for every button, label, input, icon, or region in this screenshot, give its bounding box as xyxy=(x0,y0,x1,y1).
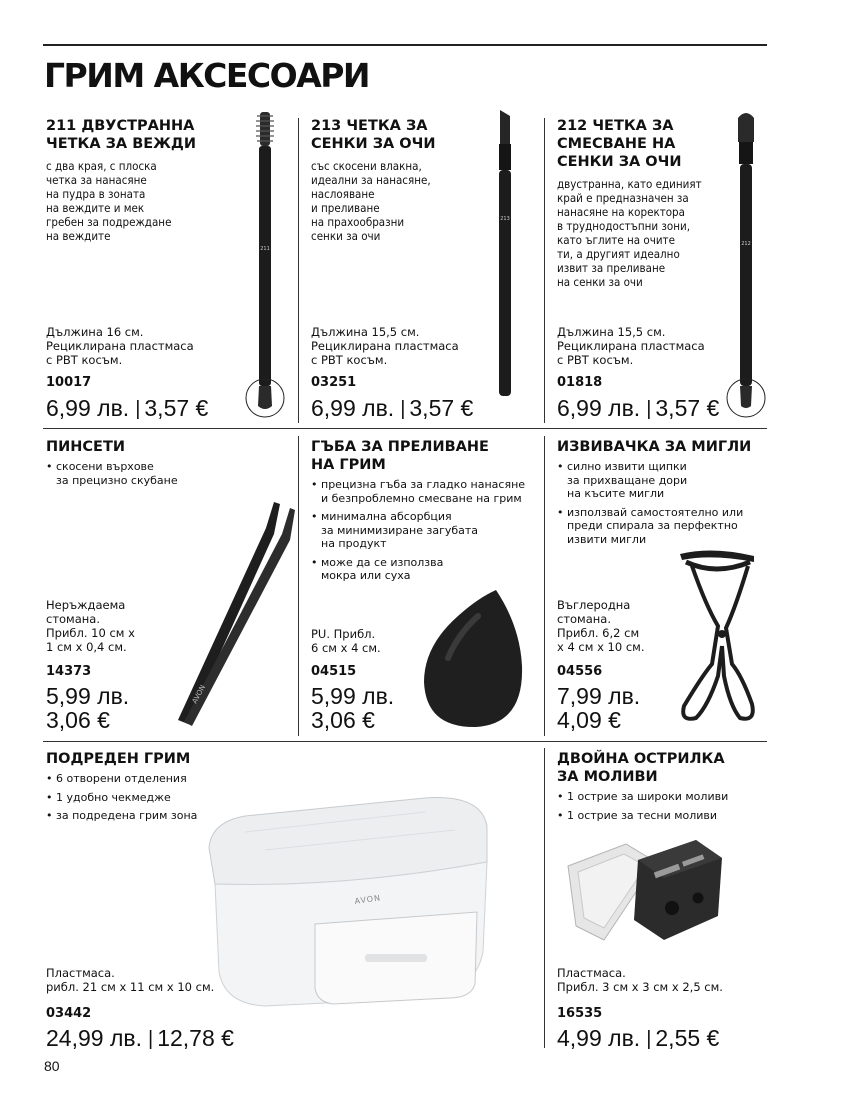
brush-spoolie-head xyxy=(256,112,274,146)
product-price xyxy=(46,396,208,422)
pencil-sharpener-image xyxy=(564,836,734,946)
product-spec: Въглеродна стомана. Прибл. 6,2 см х 4 см х 10 см. xyxy=(557,598,645,654)
price-bgn: 6,99 лв. xyxy=(311,395,395,421)
product-title: ГЪБА ЗА ПРЕЛИВАНЕ НА ГРИМ xyxy=(311,439,489,473)
brand-logo: AVON xyxy=(354,893,382,906)
sponge-body xyxy=(424,590,522,727)
price-separator: | xyxy=(646,1028,652,1050)
feature-item: • 6 отворени отделения xyxy=(46,772,526,786)
brand-logo: AVON xyxy=(190,683,208,705)
price-eur: 3,57 € xyxy=(655,395,720,421)
curler-hinge xyxy=(718,630,726,638)
product-title: 213 ЧЕТКА ЗА СЕНКИ ЗА ОЧИ xyxy=(311,118,436,152)
page-title: ГРИМ АКСЕСОАРИ xyxy=(44,56,370,95)
product-code: 03442 xyxy=(46,1006,92,1021)
product-spec: Дължина 16 см. Рециклирана пластмаса с PBT косъм. xyxy=(46,325,194,367)
product-title: 211 ДВУСТРАННА ЧЕТКА ЗА ВЕЖДИ xyxy=(46,118,196,152)
tweezers-image xyxy=(170,498,300,728)
makeup-organizer-image xyxy=(205,792,495,1014)
feature-list xyxy=(311,478,543,583)
product-card-sharpener xyxy=(557,750,767,827)
blending-brush-image xyxy=(724,110,768,420)
top-rule xyxy=(43,44,767,46)
product-price-eur: 3,06 € xyxy=(311,707,375,733)
product-card-tweezers xyxy=(46,438,291,492)
product-spec: Дължина 15,5 см. Рециклирана пластмаса с PBT косъм. xyxy=(557,325,705,367)
price-separator: | xyxy=(646,398,652,420)
brush-handle xyxy=(499,170,511,396)
curler-top-frame xyxy=(680,550,754,562)
price-eur: 3,57 € xyxy=(409,395,474,421)
product-spec: PU. Прибл. 6 см х 4 см. xyxy=(311,627,381,655)
feature-item: • може да се използва мокра или суха xyxy=(311,556,543,583)
product-code: 10017 xyxy=(46,375,92,390)
product-code: 16535 xyxy=(557,1006,603,1021)
product-price-eur: 3,06 € xyxy=(46,707,110,733)
price-eur: 3,57 € xyxy=(144,395,209,421)
product-title: ИЗВИВАЧКА ЗА МИГЛИ xyxy=(557,439,752,455)
price-eur: 2,55 € xyxy=(655,1025,720,1051)
feature-list xyxy=(557,460,767,546)
price-eur: 12,78 € xyxy=(157,1025,234,1051)
product-title: 212 ЧЕТКА ЗА СМЕСВАНЕ НА СЕНКИ ЗА ОЧИ xyxy=(557,118,682,170)
product-card-curler xyxy=(557,438,767,551)
product-spec xyxy=(46,966,214,994)
product-title: ПОДРЕДЕН ГРИМ xyxy=(46,751,191,767)
price-separator: | xyxy=(147,1028,154,1050)
curler-clamp xyxy=(686,562,750,569)
product-code: 04556 xyxy=(557,664,603,679)
brush-handle xyxy=(259,146,271,386)
sharpener-hole xyxy=(665,901,679,915)
feature-item: • прецизна гъба за гладко нанасяне и безпроблемно смесване на грим xyxy=(311,478,543,505)
product-spec: Неръждаема стомана. Прибл. 10 см х 1 см х 0,4 см. xyxy=(46,598,135,654)
spec-text: Пластмаса. рибл. 21 см х 11 см х 10 см. xyxy=(46,966,215,994)
product-description: със скосени влакна, идеални за нанасяне, наслояване и преливане на прахообразни сенки за очи xyxy=(311,159,431,243)
feature-list xyxy=(46,460,291,487)
brush-label: 212 xyxy=(741,241,751,247)
price-bgn: 4,99 лв. xyxy=(557,1025,641,1051)
feature-item: • използвай самостоятелно или преди спирала за перфектно извити мигли xyxy=(557,506,767,547)
product-title: ПИНСЕТИ xyxy=(46,439,125,455)
product-price xyxy=(557,396,719,422)
divider-v xyxy=(298,118,299,423)
price-separator: | xyxy=(135,398,141,420)
price-separator: | xyxy=(400,398,406,420)
brush-flat-head xyxy=(258,386,272,409)
feature-item: • скосени върхове за прецизно скубане xyxy=(46,460,291,487)
tweezer-arm xyxy=(178,502,280,724)
eyelash-curler-image xyxy=(672,546,772,730)
brow-brush-image xyxy=(245,110,285,420)
brush-handle xyxy=(740,164,752,386)
divider-h xyxy=(43,428,767,429)
feature-list xyxy=(557,790,767,822)
brush-angled-head xyxy=(500,110,510,144)
product-price xyxy=(557,1026,719,1052)
product-code: 14373 xyxy=(46,664,92,679)
eyeshadow-brush-image xyxy=(490,108,520,398)
divider-v xyxy=(544,748,545,1048)
product-price xyxy=(46,1026,234,1052)
brush-small-head xyxy=(740,386,752,408)
product-card-sponge xyxy=(311,438,543,588)
feature-item: • минимална абсорбция за минимизиране загубата на продукт xyxy=(311,510,543,551)
feature-item: • за подредена грим зона xyxy=(46,809,526,823)
divider-h xyxy=(43,741,767,742)
curler-arm xyxy=(722,566,753,719)
product-code: 01818 xyxy=(557,375,603,390)
product-code: 04515 xyxy=(311,664,357,679)
feature-item: • 1 острие за широки моливи xyxy=(557,790,767,804)
product-title: ДВОЙНА ОСТРИЛКА ЗА МОЛИВИ xyxy=(557,751,725,785)
divider-v xyxy=(544,118,545,423)
brush-ferrule xyxy=(499,144,511,170)
price-bgn: 6,99 лв. xyxy=(557,395,641,421)
product-spec: Дължина 15,5 см. Рециклирана пластмаса с PBT косъм. xyxy=(311,325,459,367)
product-price-bgn: 5,99 лв. xyxy=(46,683,130,709)
feature-item: • 1 удобно чекмедже xyxy=(46,791,526,805)
product-code: 03251 xyxy=(311,375,357,390)
product-price xyxy=(311,396,473,422)
sharpener-hole xyxy=(693,893,704,904)
price-bgn: 6,99 лв. xyxy=(46,395,130,421)
product-price-bgn: 5,99 лв. xyxy=(311,683,395,709)
product-price-bgn: 7,99 лв. xyxy=(557,683,641,709)
sponge-image xyxy=(418,586,528,731)
curler-arm xyxy=(683,566,722,719)
product-price-eur: 4,09 € xyxy=(557,707,621,733)
page-number: 80 xyxy=(44,1058,60,1074)
product-spec: Пластмаса. Прибл. 3 см х 3 см х 2,5 см. xyxy=(557,966,723,994)
divider-v xyxy=(544,436,545,736)
brush-ferrule xyxy=(739,142,753,164)
product-description: с два края, с плоска четка за нанасяне на пудра в зоната на веждите и мек гребен за подреждане на веждите xyxy=(46,159,172,243)
feature-item: • силно извити щипки за прихващане дори на късите мигли xyxy=(557,460,767,501)
brush-label: 211 xyxy=(260,246,270,252)
product-description: двустранна, като единият край е предназначен за нанасяне на коректора в труднодостъпни зони, като ъглите на очите ти, а другият идеално извит за преливане на сенки за очи xyxy=(557,177,702,289)
feature-item: • 1 острие за тесни моливи xyxy=(557,809,767,823)
drawer-handle xyxy=(365,954,427,962)
brush-label: 213 xyxy=(500,216,510,222)
price-bgn: 24,99 лв. xyxy=(46,1025,142,1051)
brush-dome-head xyxy=(738,113,754,142)
